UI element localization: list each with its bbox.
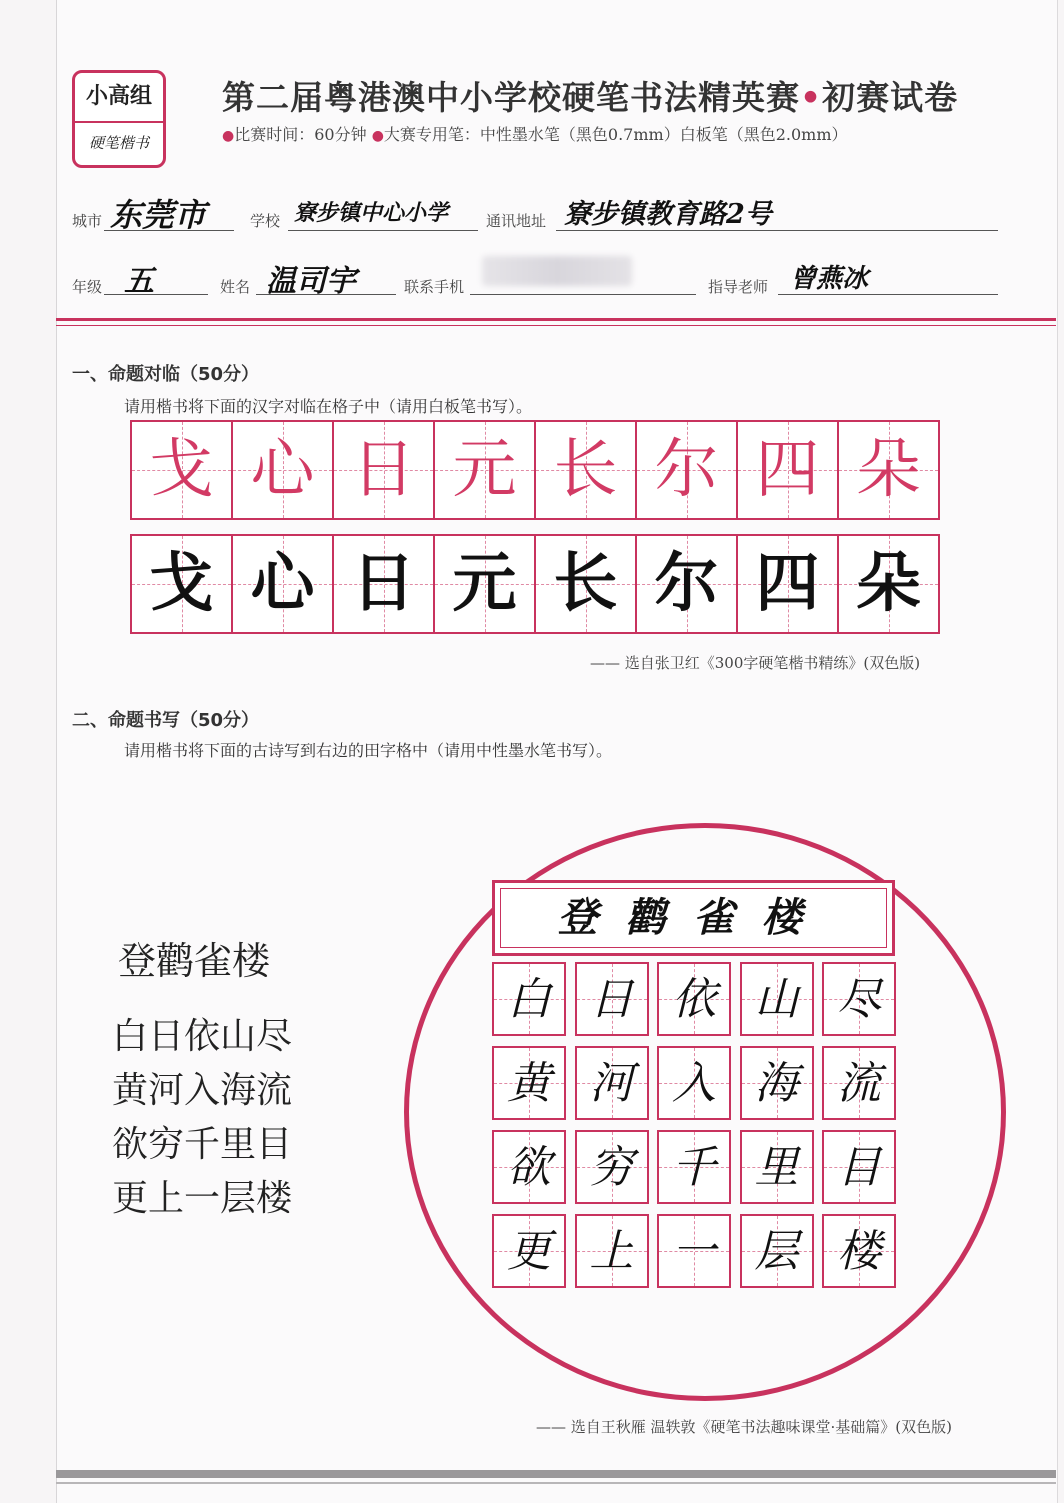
grid-row: [492, 1046, 896, 1120]
model-cell: [536, 420, 637, 520]
grid-cell[interactable]: [740, 962, 814, 1036]
grid-cell[interactable]: [575, 1046, 649, 1120]
copy-cell[interactable]: [435, 534, 536, 634]
grid-cell[interactable]: [740, 1046, 814, 1120]
poem-line-4: 更上一层楼: [112, 1178, 293, 1219]
teacher-label: 指导老师: [708, 278, 769, 296]
poem-line-2: 黄河入海流: [112, 1070, 293, 1111]
model-char: 尔: [654, 433, 719, 507]
grid-cell[interactable]: [492, 1046, 566, 1120]
grid-cell[interactable]: [492, 1130, 566, 1204]
grid-row: [492, 962, 896, 1036]
copy-cell[interactable]: [132, 534, 233, 634]
model-char: 戈: [149, 433, 214, 507]
section1-heading: 一、命题对临（50分）: [72, 364, 260, 385]
copy-cell[interactable]: [839, 534, 940, 634]
written-char: 长: [553, 547, 618, 621]
written-char: 上: [589, 1226, 634, 1277]
grid-row: [492, 1214, 896, 1288]
tianzige-grid: [492, 962, 896, 1298]
model-char: 长: [553, 433, 618, 507]
copy-cell[interactable]: [334, 534, 435, 634]
copy-cell[interactable]: [536, 534, 637, 634]
footer-rule: [56, 1482, 1056, 1484]
written-char: 心: [250, 547, 315, 621]
written-char: 里: [754, 1142, 799, 1193]
page-title: [222, 72, 958, 119]
divider: [56, 318, 1056, 321]
model-cell: [233, 420, 334, 520]
poem-line-3: 欲穷千里目: [112, 1124, 293, 1165]
model-char: 四: [755, 433, 820, 507]
section2-source: —— 选自王秋雁 温轶敦《硬笔书法趣味课堂·基础篇》(双色版): [536, 1418, 953, 1436]
written-char: 穷: [589, 1142, 634, 1193]
written-char: 千: [672, 1142, 716, 1193]
written-char: 更: [507, 1226, 551, 1277]
grid-cell[interactable]: [492, 962, 566, 1036]
written-title: 登鹳雀楼: [557, 894, 830, 941]
written-char: 海: [754, 1058, 799, 1109]
model-cell: [435, 420, 536, 520]
written-title-box[interactable]: [492, 880, 895, 956]
grid-cell[interactable]: [657, 1046, 731, 1120]
title-suffix: 初赛试卷: [822, 78, 959, 117]
copy-char-row: [130, 534, 940, 634]
copy-cell[interactable]: [738, 534, 839, 634]
title-main: 第二届粤港澳中小学校硬笔书法精英赛: [222, 78, 800, 117]
grid-cell[interactable]: [740, 1214, 814, 1288]
group-badge: [72, 70, 166, 168]
copy-cell[interactable]: [637, 534, 738, 634]
model-cell: [839, 420, 940, 520]
name-value: 温司宇: [266, 264, 356, 299]
grid-cell[interactable]: [657, 1214, 731, 1288]
address-value: 寮步镇教育路2号: [564, 199, 772, 230]
model-char: 日: [351, 433, 416, 507]
written-char: 元: [452, 547, 517, 621]
model-cell: [334, 420, 435, 520]
written-char: 入: [672, 1058, 716, 1109]
written-char: 尔: [654, 547, 719, 621]
bullet-icon: ●: [222, 128, 235, 144]
title-dot: •: [800, 78, 823, 117]
written-char: 白: [507, 974, 551, 1025]
grid-cell[interactable]: [575, 962, 649, 1036]
model-char: 元: [452, 433, 517, 507]
school-label: 学校: [250, 212, 281, 230]
bullet-icon: ●: [371, 128, 384, 144]
section2-instruction: 请用楷书将下面的古诗写到右边的田字格中（请用中性墨水笔书写）。: [124, 741, 613, 760]
subtitle-time: 比赛时间：60分钟: [234, 125, 367, 144]
name-label: 姓名: [220, 278, 251, 296]
poem-line-1: 白日依山尽: [112, 1016, 293, 1057]
written-char: 依: [672, 974, 716, 1025]
grid-cell[interactable]: [657, 1130, 731, 1204]
grade-field[interactable]: [104, 254, 208, 295]
section1-source: —— 选自张卫红《300字硬笔楷书精练》(双色版): [590, 654, 921, 672]
badge-category: 硬笔楷书: [88, 134, 149, 152]
grid-cell[interactable]: [822, 962, 896, 1036]
written-char: 日: [351, 547, 416, 621]
teacher-value: 曾燕冰: [790, 264, 869, 294]
school-value: 寮步镇中心小学: [294, 200, 449, 226]
model-char: 心: [250, 433, 315, 507]
grid-row: [492, 1130, 896, 1204]
grid-cell[interactable]: [740, 1130, 814, 1204]
written-char: 一: [672, 1226, 716, 1277]
grid-cell[interactable]: [492, 1214, 566, 1288]
grid-cell[interactable]: [822, 1130, 896, 1204]
written-char: 层: [754, 1226, 799, 1277]
written-char: 尽: [837, 974, 881, 1025]
divider: [56, 325, 1056, 326]
model-char-row: [130, 420, 940, 520]
model-cell: [738, 420, 839, 520]
badge-group: 小高组: [75, 73, 163, 123]
written-char: 朵: [856, 547, 921, 621]
phone-label: 联系手机: [404, 278, 465, 296]
written-char: 目: [837, 1142, 881, 1193]
written-char: 戈: [149, 547, 214, 621]
written-char: 山: [754, 974, 799, 1025]
footer-rule: [56, 1470, 1056, 1478]
section1-instruction: 请用楷书将下面的汉字对临在格子中（请用白板笔书写）。: [124, 397, 533, 416]
model-cell: [132, 420, 233, 520]
written-char: 河: [589, 1058, 634, 1109]
model-cell: [637, 420, 738, 520]
grade-value: 五: [124, 264, 154, 299]
written-char: 四: [755, 547, 820, 621]
grid-cell[interactable]: [822, 1214, 896, 1288]
written-char: 日: [589, 974, 634, 1025]
written-char: 楼: [837, 1226, 881, 1277]
section2-heading: 二、命题书写（50分）: [72, 710, 260, 731]
phone-redacted: [482, 256, 632, 286]
grid-cell[interactable]: [822, 1046, 896, 1120]
model-char: 朵: [856, 433, 921, 507]
city-value: 东莞市: [110, 196, 207, 234]
city-label: 城市: [72, 212, 103, 230]
page-subtitle: [222, 122, 848, 145]
subtitle-pens: 大赛专用笔：中性墨水笔（黑色0.7mm）白板笔（黑色2.0mm）: [383, 125, 848, 144]
copy-cell[interactable]: [233, 534, 334, 634]
written-char: 流: [837, 1058, 881, 1109]
grid-cell[interactable]: [657, 962, 731, 1036]
poem-title: 登鹳雀楼: [118, 939, 271, 983]
grid-cell[interactable]: [575, 1214, 649, 1288]
address-label: 通讯地址: [486, 212, 547, 230]
grid-cell[interactable]: [575, 1130, 649, 1204]
written-char: 欲: [507, 1142, 551, 1193]
grade-label: 年级: [72, 278, 103, 296]
written-char: 黄: [507, 1058, 551, 1109]
